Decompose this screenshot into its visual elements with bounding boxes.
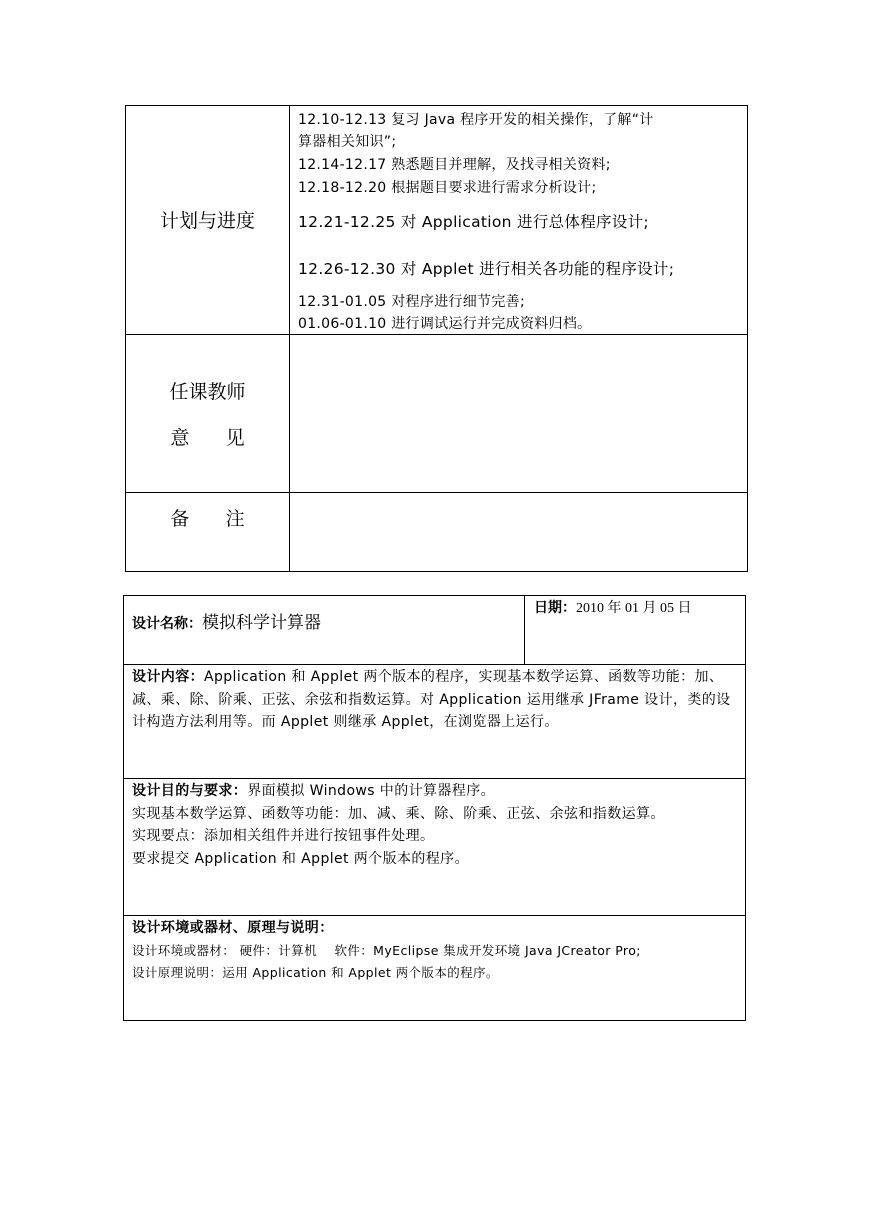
column-divider (524, 596, 525, 664)
row-divider (124, 664, 745, 665)
design-name (132, 608, 321, 633)
column-divider (289, 106, 290, 571)
env-line: 设计环境或器材： 硬件：计算机 软件：MyEclipse 集成开发环境 Java JCreator Pro; (132, 942, 641, 958)
remarks-label: 备 注 (170, 508, 245, 530)
plan-item: 12.14-12.17 熟悉题目并理解，及找寻相关资料; (298, 157, 611, 173)
plan-item: 12.31-01.05 对程序进行细节完善; (298, 294, 525, 310)
goal-label: 设计目的与要求： (132, 783, 248, 799)
plan-item: 12.18-12.20 根据题目要求进行需求分析设计; (298, 180, 597, 196)
goal-line: 实现基本数学运算、函数等功能：加、减、乘、除、阶乘、正弦、余弦和指数运算。 (132, 805, 665, 822)
content-label: 设计内容： (132, 669, 204, 685)
plan-item: 12.21-12.25 对 Application 进行总体程序设计; (298, 213, 649, 231)
design-environment (132, 917, 739, 985)
plan-label: 计划与进度 (159, 210, 255, 232)
row-divider (126, 492, 747, 493)
goal-line: 实现要点：添加相关组件并进行按钮事件处理。 (132, 828, 435, 844)
row-divider (126, 334, 747, 335)
goal-line: 要求提交 Application 和 Applet 两个版本的程序。 (132, 850, 469, 867)
opinion-label: 意 见 (170, 427, 245, 449)
plan-item: 01.06-01.10 进行调试运行并完成资料归档。 (298, 316, 592, 332)
row-divider (124, 915, 745, 916)
row-divider (124, 778, 745, 779)
plan-table (125, 105, 748, 572)
design-name-label: 设计名称： (132, 616, 202, 632)
design-name-value: 模拟科学计算器 (202, 613, 321, 633)
plan-item: 12.10-12.13 复习 Java 程序开发的相关操作，了解“计 (298, 112, 654, 128)
env-label: 设计环境或器材、原理与说明： (132, 920, 334, 936)
content-text: Application 和 Applet 两个版本的程序，实现基本数学运算、函数等功能：加、减、乘、除、阶乘、正弦、余弦和指数运算。对 Application 运用继承 JFrame 设计，类的设计构造方法利用等。而 Applet 则继承 Applet，在浏览器上运行。 (132, 669, 731, 730)
design-date (534, 597, 692, 617)
design-goal (132, 780, 739, 870)
design-content (132, 666, 739, 734)
plan-item: 算器相关知识”; (298, 134, 397, 150)
goal-line: 界面模拟 Windows 中的计算器程序。 (247, 783, 495, 799)
env-line: 设计原理说明：运用 Application 和 Applet 两个版本的程序。 (132, 965, 499, 980)
date-value: 2010 年 01 月 05 日 (576, 601, 692, 616)
plan-item: 12.26-12.30 对 Applet 进行相关各功能的程序设计; (298, 260, 675, 278)
date-label: 日期： (534, 600, 576, 616)
design-table (123, 595, 746, 1021)
teacher-label: 任课教师 (169, 381, 246, 403)
